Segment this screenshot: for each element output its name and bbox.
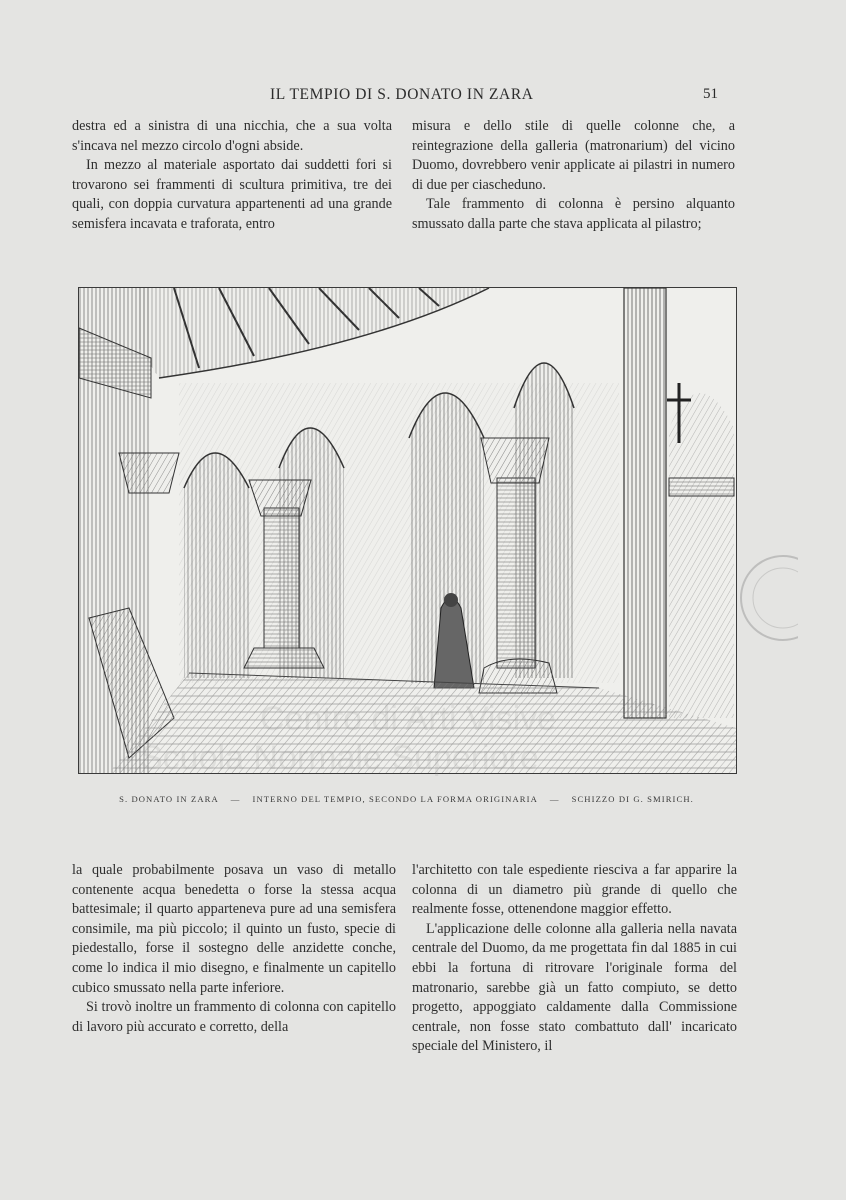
- paragraph: l'architetto con tale espediente riesciva a far apparire la colonna di un diametro più grande di quello che realmente fosse, ottenendone maggior effetto.: [412, 862, 737, 918]
- figure-caption: [78, 794, 735, 804]
- column-top-right: [412, 117, 735, 235]
- paragraph: destra ed a sinistra di una nicchia, che a sua volta s'incava nel mezzo circolo d'ogni abside.: [72, 118, 392, 154]
- caption-separator: —: [549, 794, 560, 804]
- caption-subject: INTERNO DEL TEMPIO, SECONDO LA FORMA ORIGINARIA: [252, 794, 538, 804]
- page-number: 51: [703, 86, 718, 102]
- paragraph: L'applicazione delle colonne alla galleria nella navata centrale del Duomo, da me progettata fin dal 1885 in cui ebbi la fortuna di ritrovare l'originale forma del matronario, sarebbe già un fatto compiuto, se detto progetto, appoggiato caldamente dalla Commissione centrale, non fosse stato combattuto dall' incaricato speciale del Ministero, il: [412, 920, 737, 1055]
- caption-place: S. DONATO IN ZARA: [119, 794, 219, 804]
- running-head: [0, 86, 846, 106]
- illustration-church-interior: [78, 287, 737, 774]
- paragraph: misura e dello stile di quelle colonne che, a reintegrazione della galleria (matronarium) del vicino Duomo, dovrebbero venir applicate ai pilastri in numero di due per ciascheduno.: [412, 118, 735, 193]
- column-bottom-right: [412, 861, 737, 1057]
- paragraph: Tale frammento di colonna è persino alquanto smussato dalla parte che stava applicata al pilastro;: [412, 196, 735, 232]
- paragraph: Si trovò inoltre un frammento di colonna con capitello di lavoro più accurato e corretto, della: [72, 999, 396, 1035]
- paragraph: In mezzo al materiale asportato dai suddetti fori si trovarono sei frammenti di scultura primitiva, tre dei quali, con doppia curvatura appartenenti ad una grande semisfera incavata e traforata, entro: [72, 157, 392, 232]
- paragraph: la quale probabilmente posava un vaso di metallo contenente acqua benedetta o forse la stessa acqua battesimale; il quarto apparteneva pure ad una semisfera consimile, ma più piccolo; il quinto un fusto, specie di piedestallo, forse il sostegno delle anzidette conche, come lo indica il mio disegno, e finalmente un capitello cubico smussato nella parte inferiore.: [72, 862, 396, 996]
- page-title: IL TEMPIO DI S. DONATO IN ZARA: [270, 86, 534, 103]
- column-top-left: [72, 117, 392, 235]
- column-bottom-left: [72, 861, 396, 1037]
- caption-credit: SCHIZZO DI G. SMIRICH.: [571, 794, 694, 804]
- library-stamp-icon: [738, 548, 798, 648]
- caption-separator: —: [230, 794, 241, 804]
